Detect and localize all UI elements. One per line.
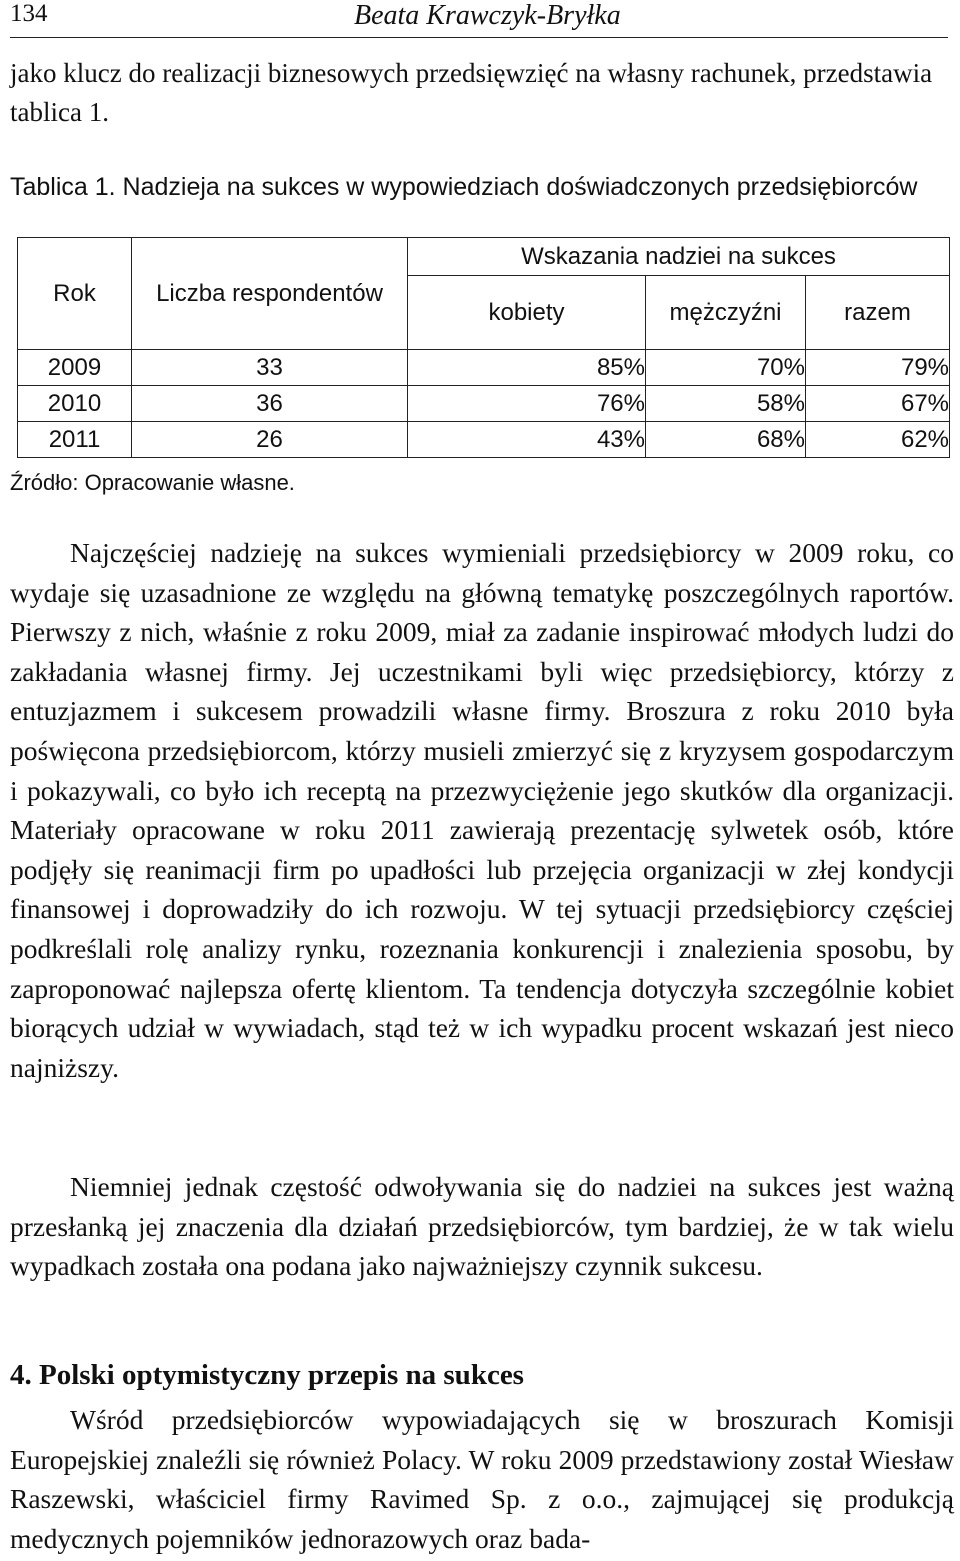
section-title-text: Polski optymistyczny przepis na sukces [39, 1359, 524, 1391]
section-number: 4. [10, 1359, 32, 1391]
col-header-year: Rok [18, 238, 132, 350]
cell-total: 79% [806, 350, 950, 386]
table-row [18, 422, 950, 458]
col-header-women: kobiety [408, 276, 646, 350]
section-paragraph-container [10, 1400, 954, 1558]
cell-women: 76% [408, 386, 646, 422]
table-source-note: Źródło: Opracowanie własne. [10, 470, 295, 495]
cell-total: 67% [806, 386, 950, 422]
body-paragraph-2-container [10, 1167, 954, 1286]
cell-women: 85% [408, 350, 646, 386]
table-row [18, 350, 950, 386]
body-paragraph-1-container [10, 533, 954, 1087]
cell-respondents: 26 [132, 422, 408, 458]
col-header-respondents: Liczba respondentów [132, 238, 408, 350]
cell-year: 2010 [18, 386, 132, 422]
cell-total: 62% [806, 422, 950, 458]
page-number: 134 [10, 0, 48, 27]
table-row [18, 386, 950, 422]
table-header-row-1 [18, 238, 950, 276]
table-caption: Tablica 1. Nadzieja na sukces w wypowiedziach doświadczonych przedsiębiorców [10, 173, 918, 201]
group-header: Wskazania nadziei na sukces [408, 238, 950, 276]
cell-year: 2011 [18, 422, 132, 458]
page-header [10, 0, 948, 38]
col-header-total: razem [806, 276, 950, 350]
intro-text: jako klucz do realizacji biznesowych przedsięwzięć na własny rachunek, przedstawia tablica 1. [10, 58, 933, 127]
col-header-men: mężczyźni [646, 276, 806, 350]
section-heading [10, 1359, 524, 1392]
running-head-author: Beata Krawczyk-Bryłka [354, 0, 621, 31]
cell-year: 2009 [18, 350, 132, 386]
results-table [17, 237, 950, 458]
body-paragraph: Niemniej jednak częstość odwoływania się do nadziei na sukces jest ważną przesłanką jej znaczenia dla działań przedsiębiorców, tym bardziej, że w tak wielu wypadkach została ona podana jako najważniejszy czynnik sukcesu. [10, 1171, 954, 1282]
section-paragraph: Wśród przedsiębiorców wypowiadających się w broszurach Komisji Europejskiej znaleźli się również Polacy. W roku 2009 przedstawiony został Wiesław Raszewski, właściciel firmy Ravimed Sp. z o.o., zajmującej się produkcją medycznych pojemników jednorazowych oraz bada- [10, 1404, 954, 1554]
cell-men: 70% [646, 350, 806, 386]
cell-respondents: 36 [132, 386, 408, 422]
cell-respondents: 33 [132, 350, 408, 386]
cell-men: 68% [646, 422, 806, 458]
body-paragraph: Najczęściej nadzieję na sukces wymieniali przedsiębiorcy w 2009 roku, co wydaje się uzasadnione ze względu na główną tematykę poszczególnych raportów. Pierwszy z nich, właśnie z roku 2009, miał za zadanie inspirować młodych ludzi do zakładania własnej firmy. Jej uczestnikami byli więc przedsiębiorcy, którzy z entuzjazmem i sukcesem prowadzili własne firmy. Broszura z roku 2010 była poświęcona przedsiębiorcom, którzy musieli zmierzyć się z kryzysem gospodarczym i pokazywali, co było ich receptą na przezwyciężenie jego skutków dla organizacji. Materiały opracowane w roku 2011 zawierają prezentację sylwetek osób, które podjęły się reanimacji firm po upadłości lub przejęcia organizacji w złej kondycji finansowej i doprowadziły do ich rozwoju. W tej sytuacji przedsiębiorcy częściej podkreślali rolę analizy rynku, rozeznania konkurencji i znalezienia sposobu, by zaproponować najlepsza ofertę klientom. Ta tendencja dotyczyła szczególnie kobiet biorących udział w wywiadach, stąd też w ich wypadku procent wskazań jest nieco najniższy. [10, 537, 954, 1083]
cell-men: 58% [646, 386, 806, 422]
cell-women: 43% [408, 422, 646, 458]
